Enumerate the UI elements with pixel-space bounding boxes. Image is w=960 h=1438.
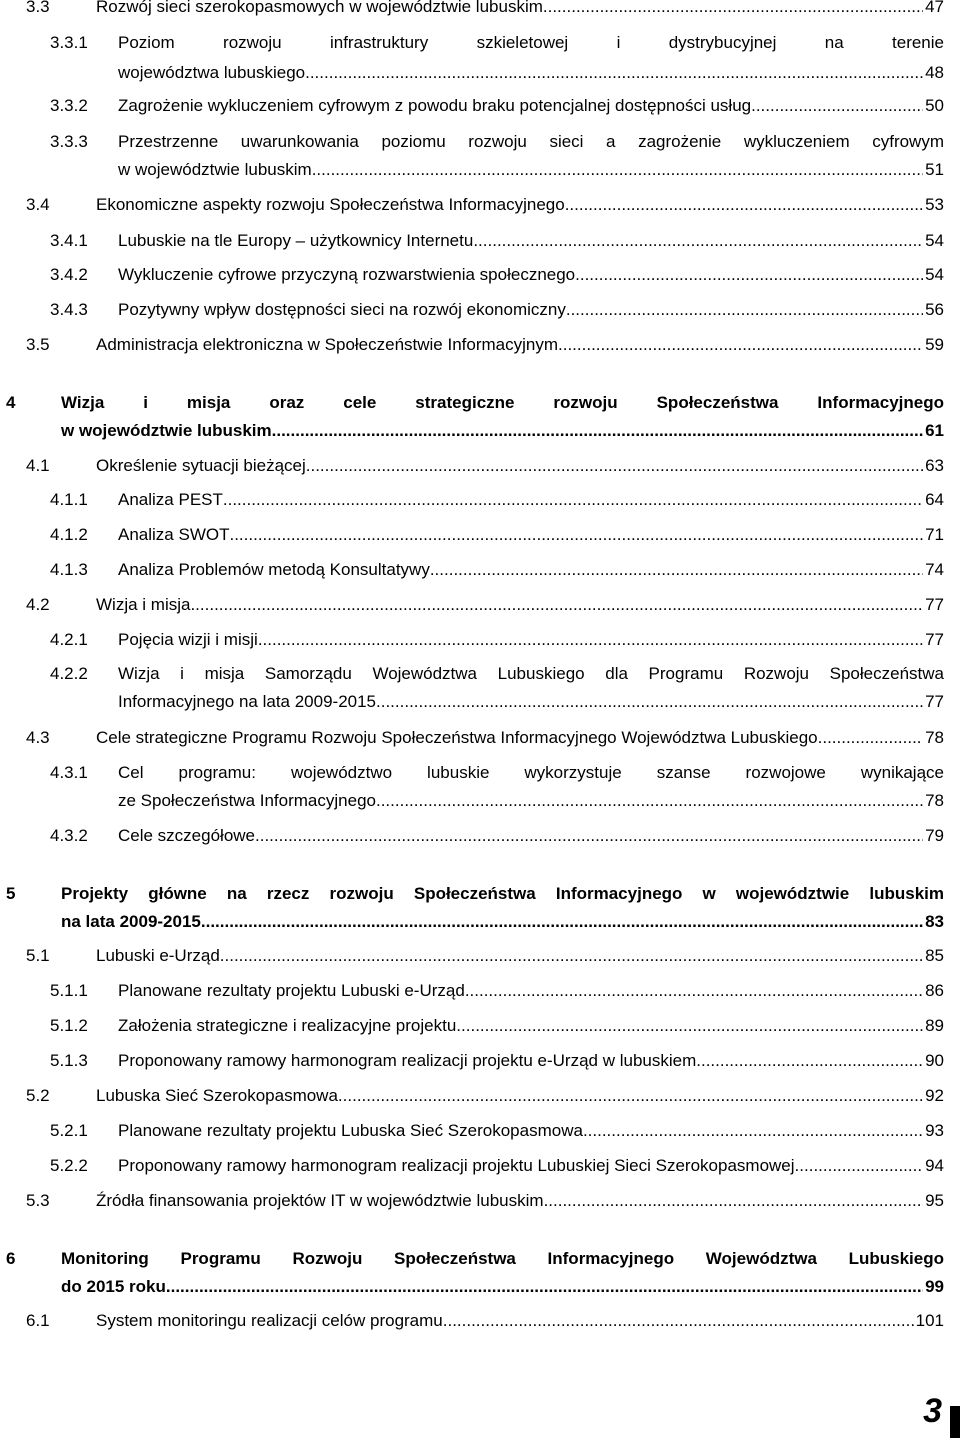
toc-entry-title: Wykluczenie cyfrowe przyczyną rozwarstwienia społecznego	[118, 265, 576, 284]
toc-entry-title: Źródła finansowania projektów IT w województwie lubuskim	[96, 1191, 544, 1210]
toc-entry-page: 77	[925, 692, 944, 711]
toc-entry-number: 6.1	[26, 1311, 50, 1330]
toc-entry-page: 54	[925, 231, 944, 250]
toc-entry-title: Lubuski e-Urząd	[96, 946, 220, 965]
toc-entry-title: Zagrożenie wykluczeniem cyfrowym z powodu braku potencjalnej dostępności usług	[118, 96, 752, 115]
toc-entry-line	[118, 297, 944, 323]
toc-entry-number: 4.1	[26, 456, 50, 475]
toc-entry-page: 71	[925, 525, 944, 544]
toc-entry-page: 94	[925, 1156, 944, 1175]
toc-entry-line	[118, 788, 944, 814]
toc-entry-page: 78	[925, 791, 944, 810]
toc-entry-line	[118, 262, 944, 288]
toc-entry-line	[118, 1048, 944, 1074]
toc-entry-title: Analiza Problemów metodą Konsultatywy	[118, 560, 430, 579]
toc-entry-title: Pozytywny wpływ dostępności sieci na rozwój ekonomiczny	[118, 300, 566, 319]
toc-entry-line	[96, 332, 944, 358]
toc-entry-line	[96, 453, 944, 479]
dot-leader	[306, 453, 923, 479]
dot-leader	[376, 689, 923, 715]
toc-entry-title-line1: Projekty główne na rzecz rozwoju Społeczeństwa Informacyjnego w województwie lubuskim	[61, 884, 944, 903]
toc-entry-number: 4.2.2	[50, 664, 88, 683]
toc-entry-number: 4.2.1	[50, 630, 88, 649]
dot-leader	[223, 487, 923, 513]
dot-leader	[751, 93, 923, 119]
dot-leader	[544, 1188, 924, 1214]
toc-entry-number: 4.3.1	[50, 763, 88, 782]
dot-leader	[312, 157, 923, 183]
toc-entry-page: 63	[925, 456, 944, 475]
toc-entry-number: 3.4.1	[50, 231, 88, 250]
toc-entry-line	[61, 1274, 944, 1300]
toc-entry-number: 5.1.2	[50, 1016, 88, 1035]
toc-entry-page: 74	[925, 560, 944, 579]
toc-entry-number: 3.3.3	[50, 132, 88, 151]
toc-entry-number: 5.2.2	[50, 1156, 88, 1175]
toc-entry-page: 83	[925, 912, 944, 931]
dot-leader	[565, 192, 923, 218]
dot-leader	[583, 1118, 923, 1144]
toc-entry-title-line1: Cel programu: województwo lubuskie wykorzystuje szanse rozwojowe wynikające	[118, 763, 944, 782]
toc-entry-line	[118, 157, 944, 183]
toc-entry-title-line1: Wizja i misja oraz cele strategiczne rozwoju Społeczeństwa Informacyjnego	[61, 393, 944, 412]
toc-entry-line	[118, 627, 944, 653]
dot-leader	[305, 60, 923, 86]
toc-entry-title: Administracja elektroniczna w Społeczeństwie Informacyjnym	[96, 335, 559, 354]
toc-entry-line	[96, 725, 944, 751]
toc-entry-title-line1: Monitoring Programu Rozwoju Społeczeństwa Informacyjnego Województwa Lubuskiego	[61, 1249, 944, 1268]
toc-entry-page: 77	[925, 595, 944, 614]
toc-entry-page: 86	[925, 981, 944, 1000]
toc-entry-number: 5.2	[26, 1086, 50, 1105]
toc-entry-title: Ekonomiczne aspekty rozwoju Społeczeństwa Informacyjnego	[96, 195, 565, 214]
toc-entry-title: Planowane rezultaty projektu Lubuska Sieć Szerokopasmowa	[118, 1121, 583, 1140]
toc-entry-title: Cele szczegółowe	[118, 826, 256, 845]
toc-entry-number: 4.3.2	[50, 826, 88, 845]
toc-entry-page: 92	[925, 1086, 944, 1105]
toc-entry-title: Wizja i misja	[96, 595, 191, 614]
toc-entry-title: Rozwój sieci szerokopasmowych w województwie lubuskim	[96, 0, 543, 16]
dot-leader	[473, 228, 923, 254]
toc-entry-page: 61	[925, 421, 944, 440]
toc-entry-page: 48	[925, 63, 944, 82]
toc-entry-page: 64	[925, 490, 944, 509]
toc-entry-line	[118, 557, 944, 583]
dot-leader	[558, 332, 923, 358]
toc-entry-page: 101	[915, 1311, 944, 1330]
toc-entry-line	[118, 487, 944, 513]
toc-entry-number: 3.4.3	[50, 300, 88, 319]
toc-entry-title: Pojęcia wizji i misji	[118, 630, 258, 649]
toc-entry-title: ze Społeczeństwa Informacyjnego	[118, 791, 376, 810]
toc-entry-line	[96, 192, 944, 218]
page-number: 3	[923, 1392, 942, 1430]
toc-entry-line	[96, 1308, 944, 1334]
dot-leader	[543, 0, 923, 20]
toc-entry-title: System monitoringu realizacji celów programu	[96, 1311, 443, 1330]
dot-leader	[171, 1274, 923, 1300]
toc-entry-line	[96, 943, 944, 969]
toc-entry-title: na lata 2009-2015	[61, 912, 201, 931]
toc-entry-number: 6	[6, 1249, 16, 1268]
toc-entry-title: Lubuska Sieć Szerokopasmowa	[96, 1086, 338, 1105]
toc-entry-number: 4.1.3	[50, 560, 88, 579]
toc-entry-page: 85	[925, 946, 944, 965]
toc-entry-title: Proponowany ramowy harmonogram realizacji projektu Lubuskiej Sieci Szerokopasmowej	[118, 1156, 795, 1175]
dot-leader	[190, 592, 923, 618]
toc-entry-line	[118, 978, 944, 1004]
dot-leader	[229, 522, 923, 548]
toc-entry-number: 4.2	[26, 595, 50, 614]
toc-entry-page: 95	[925, 1191, 944, 1210]
toc-entry-title: województwa lubuskiego	[118, 63, 306, 82]
toc-entry-number: 4	[6, 393, 16, 412]
toc-entry-line	[118, 522, 944, 548]
toc-entry-title: Analiza SWOT	[118, 525, 230, 544]
toc-entry-number: 3.4.2	[50, 265, 88, 284]
toc-entry-page: 53	[925, 195, 944, 214]
toc-entry-number: 5.1.1	[50, 981, 88, 1000]
toc-entry-title: Planowane rezultaty projektu Lubuski e-Urząd	[118, 981, 465, 1000]
toc-entry-page: 77	[925, 630, 944, 649]
toc-entry-title: Określenie sytuacji bieżącej	[96, 456, 306, 475]
toc-entry-page: 47	[925, 0, 944, 16]
toc-entry-number: 5.2.1	[50, 1121, 88, 1140]
toc-entry-number: 3.4	[26, 195, 50, 214]
dot-leader	[465, 978, 923, 1004]
toc-entry-page: 99	[925, 1277, 944, 1296]
toc-entry-title-line1: Przestrzenne uwarunkowania poziomu rozwoju sieci a zagrożenie wykluczeniem cyfrowym	[118, 132, 944, 151]
toc-entry-line	[96, 592, 944, 618]
toc-entry-page: 51	[925, 160, 944, 179]
dot-leader	[272, 418, 923, 444]
toc-entry-line	[118, 1153, 944, 1179]
toc-entry-page: 89	[925, 1016, 944, 1035]
toc-entry-number: 4.3	[26, 728, 50, 747]
toc-entry-line	[118, 60, 944, 86]
toc-entry-number: 3.5	[26, 335, 50, 354]
dot-leader	[696, 1048, 923, 1074]
dot-leader	[443, 1308, 914, 1334]
toc-entry-title: Informacyjnego na lata 2009-2015	[118, 692, 377, 711]
toc-entry-number: 5.1	[26, 946, 50, 965]
toc-entry-title-line1: Poziom rozwoju infrastruktury szkieletowej i dystrybucyjnej na terenie	[118, 33, 944, 52]
toc-entry-line	[118, 823, 944, 849]
toc-entry-number: 5.3	[26, 1191, 50, 1210]
dot-leader	[376, 788, 923, 814]
toc-entry-line	[96, 1188, 944, 1214]
toc-entry-page: 50	[925, 96, 944, 115]
toc-entry-line	[96, 1083, 944, 1109]
toc-entry-number: 3.3.2	[50, 96, 88, 115]
toc-entry-line	[118, 1013, 944, 1039]
toc-entry-number: 3.3	[26, 0, 50, 16]
toc-entry-number: 5.1.3	[50, 1051, 88, 1070]
toc-entry-page: 90	[925, 1051, 944, 1070]
page-edge-bar	[950, 1406, 960, 1438]
dot-leader	[795, 1153, 924, 1179]
toc-entry-line	[61, 418, 944, 444]
dot-leader	[430, 557, 923, 583]
toc-entry-page: 54	[925, 265, 944, 284]
toc-entry-number: 3.3.1	[50, 33, 88, 52]
toc-entry-title: Proponowany ramowy harmonogram realizacji projektu e-Urząd w lubuskiem	[118, 1051, 697, 1070]
toc-entry-number: 4.1.1	[50, 490, 88, 509]
toc-entry-line	[118, 93, 944, 119]
toc-entry-line	[118, 1118, 944, 1144]
toc-entry-line	[118, 689, 944, 715]
toc-entry-title: w województwie lubuskim	[61, 421, 272, 440]
toc-entry-title: w województwie lubuskim	[118, 160, 312, 179]
toc-entry-page: 78	[925, 728, 944, 747]
toc-entry-number: 4.1.2	[50, 525, 88, 544]
toc-entry-page: 56	[925, 300, 944, 319]
dot-leader	[201, 909, 923, 935]
dot-leader	[575, 262, 923, 288]
dot-leader	[258, 627, 923, 653]
toc-entry-title: do 2015 roku.	[61, 1277, 171, 1296]
dot-leader	[818, 725, 923, 751]
toc-entry-page: 59	[925, 335, 944, 354]
dot-leader	[456, 1013, 923, 1039]
toc-entry-title: Lubuskie na tle Europy – użytkownicy Internetu	[118, 231, 474, 250]
toc-entry-line	[118, 228, 944, 254]
toc-entry-page: 79	[925, 826, 944, 845]
toc-entry-page: 93	[925, 1121, 944, 1140]
dot-leader	[566, 297, 923, 323]
toc-entry-title: Cele strategiczne Programu Rozwoju Społeczeństwa Informacyjnego Województwa Lubuskiego	[96, 728, 818, 747]
toc-entry-line	[96, 0, 944, 20]
toc-entry-number: 5	[6, 884, 16, 903]
dot-leader	[338, 1083, 923, 1109]
toc-entry-line	[61, 909, 944, 935]
toc-entry-title: Analiza PEST	[118, 490, 223, 509]
dot-leader	[255, 823, 923, 849]
dot-leader	[220, 943, 923, 969]
toc-entry-title-line1: Wizja i misja Samorządu Województwa Lubuskiego dla Programu Rozwoju Społeczeństwa	[118, 664, 944, 683]
toc-entry-title: Założenia strategiczne i realizacyjne projektu	[118, 1016, 457, 1035]
